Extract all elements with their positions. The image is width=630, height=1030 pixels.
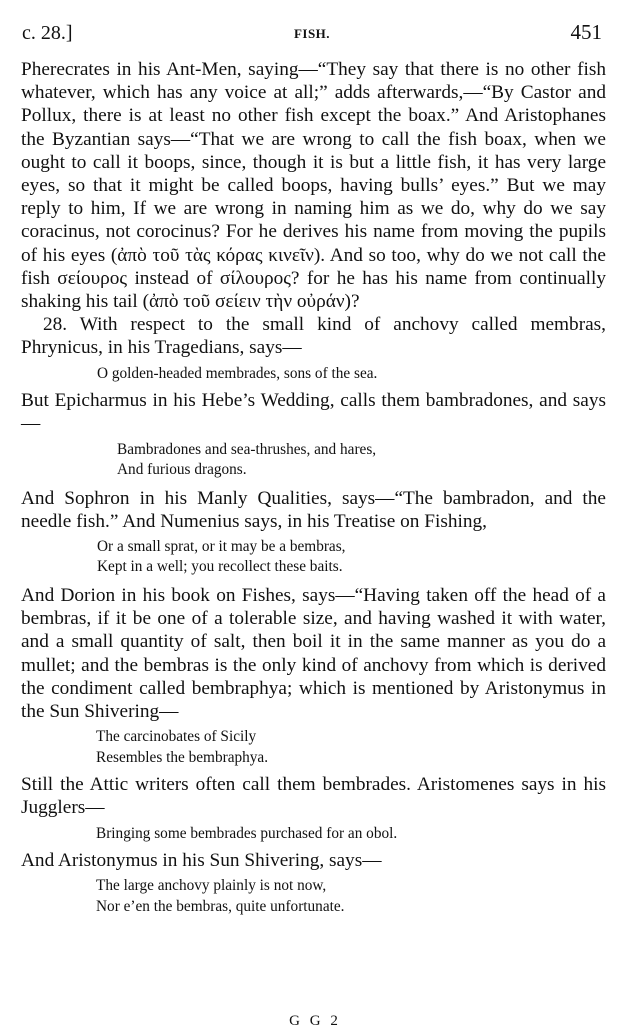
paragraph-aristonymus: And Aristonymus in his Sun Shivering, says— [21,850,382,872]
signature-mark: G G 2 [289,1013,341,1029]
verse-line: Resembles the bembraphya. [96,748,269,766]
verse-quote-aristonymus-2 [21,876,606,917]
verse-quote-numenius [21,537,606,578]
verse-line: And furious dragons. [117,461,247,479]
verse-line: Bringing some bembrades purchased for an obol. [96,824,398,842]
page-body [21,58,606,922]
verse-line: O golden-headed membrades, sons of the sea. [97,364,378,382]
verse-line: The carcinobates of Sicily [96,728,257,746]
verse-quote-epicharmus [21,440,606,481]
running-title: FISH. [293,26,331,41]
paragraph-section-28: 28. With respect to the small kind of anchovy called membras, Phrynicus, in his Tragedians, says— [21,314,606,359]
paragraph-dorion: And Dorion in his book on Fishes, says—“Having taken off the head of a bembras, if it be one of a tolerable size, and having washed it with water, and a small quantity of salt, then boil it in the same manner as you do a mullet; and the bembras is the only kind of anchovy from which is derived the condiment called bembraphya; which is mentioned by Aristonymus in the Sun Shivering— [21,584,606,722]
paragraph-pherecrates: Pherecrates in his Ant-Men, saying—“They say that there is no other fish whatever, which has any voice at all;” adds afterwards,—“By Castor and Pollux, there is at least no other fish except the boax.” And Aristophanes the Byzantian says—“That we are wrong to call the fish boax, when we ought to call it boops, since, though it is but a little fish, it has very large eyes, so that it might be called boops, having bulls’ eyes.” But we may reply to him, If we are wrong in naming him as we do, why do we say coracinus, not corocinus? For he derives his name from moving the pupils of his eyes (ἀπὸ τοῦ τὰς κόρας κινεῖν). And so too, why do we not call the fish σείουρος instead of σίλουρος? for he has his name from continually shaking his tail (ἀπὸ τοῦ σείειν τὴν οὐράν)? [21,59,606,313]
verse-line: Bambradones and sea-thrushes, and hares, [117,440,377,458]
paragraph-epicharmus: But Epicharmus in his Hebe’s Wedding, calls them bambradones, and says— [21,390,606,435]
paragraph-attic-writers: Still the Attic writers often call them bembrades. Aristomenes says in his Jugglers— [21,774,606,819]
verse-line: Nor e’en the bembras, quite unfortunate. [96,897,345,915]
chapter-reference: c. 28.] [22,22,73,44]
paragraph-sophron: And Sophron in his Manly Qualities, says—“The bambradon, and the needle fish.” And Numenius says, in his Treatise on Fishing, [21,487,606,532]
verse-quote-phrynicus [21,364,606,385]
verse-line: Kept in a well; you recollect these baits. [97,558,343,576]
verse-line: The large anchovy plainly is not now, [96,877,327,895]
verse-quote-aristonymus-1 [21,727,606,768]
running-header [22,20,602,46]
verse-quote-aristomenes [21,824,606,845]
page-number: 451 [570,20,602,44]
verse-line: Or a small sprat, or it may be a bembras, [97,537,346,555]
